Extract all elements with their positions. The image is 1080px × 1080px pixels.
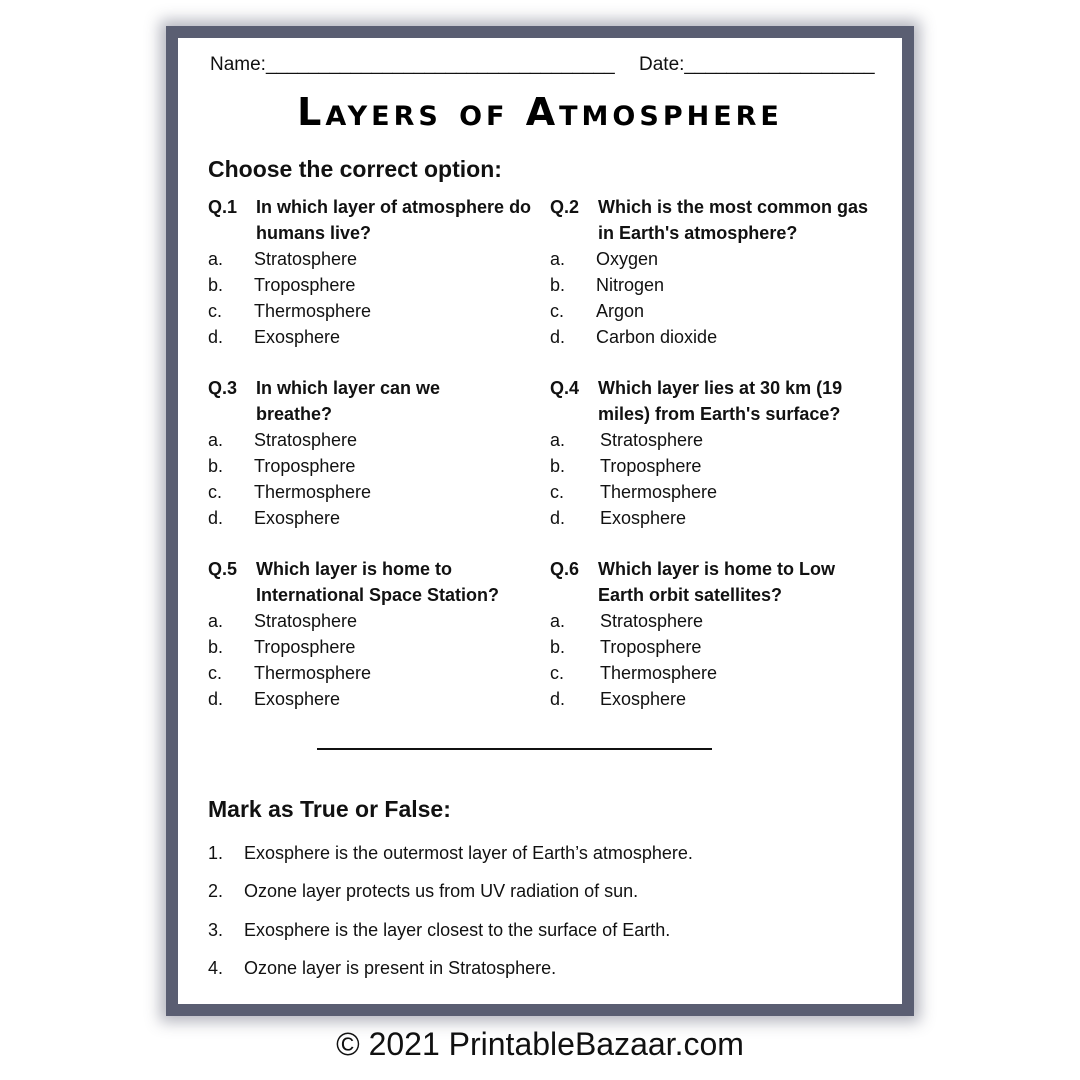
option-letter: a. — [208, 430, 224, 450]
option-text: Stratosphere — [254, 430, 358, 450]
worksheet-title: Layers of Atmosphere — [297, 90, 783, 134]
item-number: 2. — [208, 881, 224, 901]
question-text: Which layer is home to International Space Station? — [256, 559, 500, 605]
option-a[interactable] — [550, 608, 875, 634]
item-text: Ozone layer is present in Stratosphere. — [244, 958, 557, 978]
option-b[interactable] — [208, 453, 533, 479]
section-multiple-choice-heading: Choose the correct option: — [208, 156, 502, 182]
option-letter: d. — [550, 689, 566, 709]
item-number: 1. — [208, 843, 224, 863]
question-text: In which layer of atmosphere do humans live? — [256, 197, 532, 243]
option-letter: c. — [208, 301, 223, 321]
question-2 — [550, 194, 875, 350]
option-text: Exosphere — [254, 327, 341, 347]
option-letter: d. — [550, 327, 566, 347]
option-b[interactable] — [208, 634, 533, 660]
option-text: Troposphere — [600, 456, 702, 476]
option-text: Thermosphere — [600, 482, 718, 502]
option-a[interactable] — [208, 608, 533, 634]
question-number: Q.5 — [208, 559, 238, 579]
option-d[interactable] — [550, 505, 875, 531]
question-text: Which is the most common gas in Earth's atmosphere? — [598, 197, 869, 243]
option-letter: b. — [550, 637, 566, 657]
option-d[interactable] — [550, 324, 875, 350]
option-text: Argon — [596, 301, 645, 321]
option-c[interactable] — [208, 479, 533, 505]
option-text: Thermosphere — [254, 482, 372, 502]
option-d[interactable] — [208, 324, 533, 350]
question-3 — [208, 375, 533, 531]
option-d[interactable] — [208, 686, 533, 712]
question-6 — [550, 556, 875, 712]
option-letter: a. — [550, 249, 566, 269]
option-c[interactable] — [550, 298, 875, 324]
question-number: Q.6 — [550, 559, 580, 579]
option-letter: b. — [208, 275, 224, 295]
item-number: 3. — [208, 920, 224, 940]
option-text: Nitrogen — [596, 275, 665, 295]
option-letter: c. — [550, 482, 565, 502]
option-text: Carbon dioxide — [596, 327, 718, 347]
option-text: Troposphere — [254, 275, 356, 295]
option-letter: d. — [208, 508, 224, 528]
option-text: Exosphere — [600, 689, 687, 709]
option-letter: a. — [550, 611, 566, 631]
option-letter: b. — [208, 637, 224, 657]
option-letter: d. — [550, 508, 566, 528]
option-letter: c. — [550, 663, 565, 683]
option-text: Stratosphere — [254, 249, 358, 269]
true-false-item-4 — [208, 958, 848, 979]
option-letter: d. — [208, 689, 224, 709]
option-text: Troposphere — [254, 456, 356, 476]
question-number: Q.3 — [208, 378, 238, 398]
true-false-item-2 — [208, 881, 848, 902]
option-letter: a. — [550, 430, 566, 450]
true-false-item-3 — [208, 920, 848, 941]
option-text: Exosphere — [254, 689, 341, 709]
option-text: Thermosphere — [600, 663, 718, 683]
option-letter: c. — [208, 482, 223, 502]
question-text: Which layer lies at 30 km (19 miles) from Earth's surface? — [598, 378, 843, 424]
section-divider — [317, 748, 712, 750]
question-number: Q.4 — [550, 378, 580, 398]
section-true-false-heading: Mark as True or False: — [208, 796, 451, 822]
option-text: Exosphere — [600, 508, 687, 528]
option-text: Stratosphere — [600, 611, 704, 631]
option-letter: d. — [208, 327, 224, 347]
option-text: Troposphere — [600, 637, 702, 657]
option-text: Thermosphere — [254, 663, 372, 683]
option-c[interactable] — [208, 298, 533, 324]
option-text: Stratosphere — [600, 430, 704, 450]
option-a[interactable] — [208, 427, 533, 453]
item-text: Ozone layer protects us from UV radiation of sun. — [244, 881, 639, 901]
option-b[interactable] — [208, 272, 533, 298]
option-text: Troposphere — [254, 637, 356, 657]
option-letter: a. — [208, 249, 224, 269]
option-d[interactable] — [550, 686, 875, 712]
question-5 — [208, 556, 533, 712]
option-text: Stratosphere — [254, 611, 358, 631]
option-text: Exosphere — [254, 508, 341, 528]
option-b[interactable] — [550, 453, 875, 479]
option-letter: c. — [208, 663, 223, 683]
option-letter: b. — [550, 275, 566, 295]
option-letter: a. — [208, 611, 224, 631]
option-c[interactable] — [208, 660, 533, 686]
option-c[interactable] — [550, 479, 875, 505]
true-false-item-1 — [208, 843, 848, 864]
option-b[interactable] — [550, 634, 875, 660]
option-c[interactable] — [550, 660, 875, 686]
question-text: Which layer is home to Low Earth orbit satellites? — [598, 559, 836, 605]
option-text: Thermosphere — [254, 301, 372, 321]
question-number: Q.2 — [550, 197, 580, 217]
copyright-footer: © 2021 PrintableBazaar.com — [336, 1026, 744, 1062]
item-number: 4. — [208, 958, 224, 978]
option-a[interactable] — [208, 246, 533, 272]
option-a[interactable] — [550, 427, 875, 453]
option-letter: c. — [550, 301, 565, 321]
item-text: Exosphere is the layer closest to the surface of Earth. — [244, 920, 671, 940]
option-text: Oxygen — [596, 249, 659, 269]
name-field[interactable]: Name:_________________________________ — [210, 54, 615, 75]
date-field[interactable]: Date:__________________ — [639, 54, 875, 75]
option-d[interactable] — [208, 505, 533, 531]
option-letter: b. — [208, 456, 224, 476]
option-a[interactable] — [550, 246, 875, 272]
question-text: In which layer can we breathe? — [256, 378, 441, 424]
option-b[interactable] — [550, 272, 875, 298]
question-number: Q.1 — [208, 197, 238, 217]
option-letter: b. — [550, 456, 566, 476]
item-text: Exosphere is the outermost layer of Earth’s atmosphere. — [244, 843, 693, 863]
question-4 — [550, 375, 875, 531]
question-1 — [208, 194, 533, 350]
